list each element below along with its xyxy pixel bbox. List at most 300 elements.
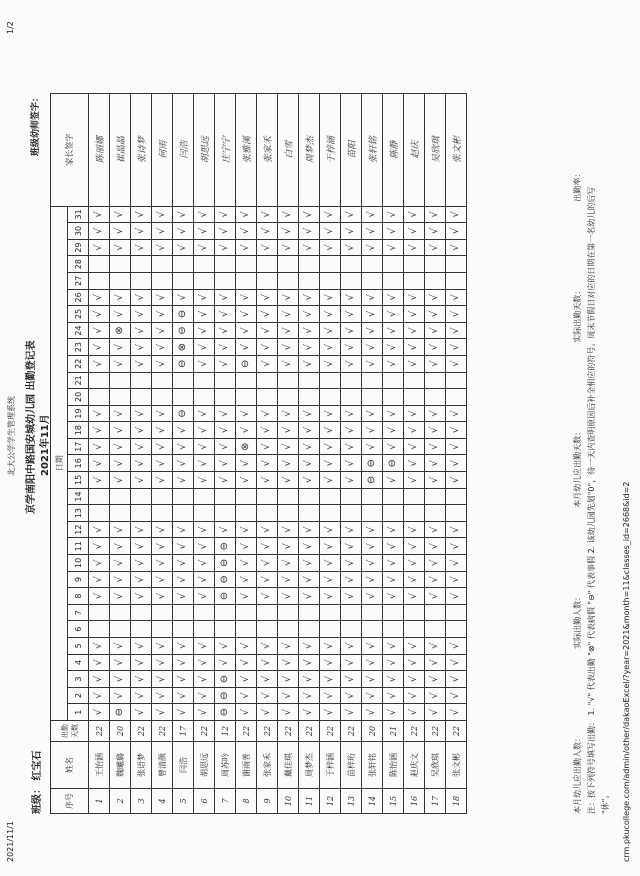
day-cell: √ xyxy=(404,239,425,256)
day-cell: √ xyxy=(152,472,173,489)
row-seq: 11 xyxy=(299,789,320,814)
day-cell: √ xyxy=(152,538,173,555)
day-header-15: 15 xyxy=(68,472,89,489)
day-cell: √ xyxy=(425,472,446,489)
day-cell: √ xyxy=(110,555,131,572)
day-cell xyxy=(446,272,467,289)
day-cell xyxy=(299,505,320,522)
day-cell: √ xyxy=(299,223,320,240)
day-cell: √ xyxy=(131,306,152,323)
day-cell xyxy=(194,604,215,621)
day-cell: √ xyxy=(152,555,173,572)
table-row xyxy=(257,93,278,813)
day-cell xyxy=(110,389,131,406)
day-cell: √ xyxy=(89,671,110,688)
day-cell xyxy=(152,272,173,289)
parent-signature: 闫浩 xyxy=(173,93,194,206)
day-cell: √ xyxy=(194,405,215,422)
day-cell: √ xyxy=(257,438,278,455)
table-row xyxy=(278,93,299,813)
day-cell: √ xyxy=(299,588,320,605)
day-cell: √ xyxy=(383,289,404,306)
day-cell xyxy=(131,604,152,621)
day-cell xyxy=(362,505,383,522)
day-header-11: 11 xyxy=(68,538,89,555)
day-cell: √ xyxy=(320,306,341,323)
day-cell xyxy=(152,488,173,505)
day-cell: √ xyxy=(194,306,215,323)
day-cell: √ xyxy=(362,687,383,704)
day-cell: √ xyxy=(320,654,341,671)
attendance-table xyxy=(50,93,467,814)
day-cell xyxy=(194,488,215,505)
day-cell xyxy=(257,604,278,621)
table-row xyxy=(341,93,362,813)
day-cell xyxy=(425,389,446,406)
day-cell: √ xyxy=(194,638,215,655)
day-cell xyxy=(446,372,467,389)
day-cell: √ xyxy=(131,671,152,688)
day-cell xyxy=(320,272,341,289)
day-cell: √ xyxy=(131,289,152,306)
day-cell: √ xyxy=(362,538,383,555)
day-cell: √ xyxy=(299,289,320,306)
day-cell xyxy=(215,488,236,505)
row-name: 苗梓珩 xyxy=(341,742,362,789)
day-cell: √ xyxy=(278,289,299,306)
day-cell: √ xyxy=(278,704,299,721)
day-cell: √ xyxy=(236,306,257,323)
day-cell: √ xyxy=(257,206,278,223)
day-cell: √ xyxy=(257,339,278,356)
day-cell: √ xyxy=(152,455,173,472)
day-cell: √ xyxy=(152,289,173,306)
day-cell: √ xyxy=(257,638,278,655)
day-cell: √ xyxy=(341,405,362,422)
day-cell: √ xyxy=(194,588,215,605)
day-cell: √ xyxy=(299,206,320,223)
day-cell: √ xyxy=(341,687,362,704)
day-cell: √ xyxy=(110,289,131,306)
day-cell: √ xyxy=(194,223,215,240)
day-cell: ⊖ xyxy=(236,355,257,372)
note-prefix: 注：按下列符号填写出勤： xyxy=(587,718,596,814)
day-cell xyxy=(425,272,446,289)
day-cell: ⊖ xyxy=(215,588,236,605)
day-cell: √ xyxy=(131,355,152,372)
day-cell xyxy=(236,488,257,505)
row-name: 曾清颜 xyxy=(152,742,173,789)
table-row xyxy=(194,93,215,813)
day-cell: √ xyxy=(383,239,404,256)
day-cell: √ xyxy=(194,289,215,306)
day-cell xyxy=(194,256,215,273)
day-cell: √ xyxy=(257,289,278,306)
day-cell: √ xyxy=(404,355,425,372)
day-cell: √ xyxy=(110,355,131,372)
day-cell: √ xyxy=(299,322,320,339)
day-cell xyxy=(173,621,194,638)
day-cell: √ xyxy=(383,422,404,439)
day-cell: √ xyxy=(152,306,173,323)
day-cell: √ xyxy=(236,571,257,588)
day-cell: √ xyxy=(299,438,320,455)
day-cell: √ xyxy=(446,472,467,489)
row-name: 王怡涵 xyxy=(89,742,110,789)
day-cell: √ xyxy=(194,206,215,223)
day-cell: √ xyxy=(152,223,173,240)
day-cell: √ xyxy=(278,306,299,323)
day-cell: √ xyxy=(278,455,299,472)
day-cell: √ xyxy=(446,322,467,339)
day-cell: √ xyxy=(236,538,257,555)
day-cell: √ xyxy=(173,671,194,688)
day-cell: √ xyxy=(236,704,257,721)
day-cell: √ xyxy=(299,239,320,256)
day-cell xyxy=(404,272,425,289)
table-row xyxy=(362,93,383,813)
row-seq: 13 xyxy=(341,789,362,814)
day-cell: √ xyxy=(194,538,215,555)
day-cell: √ xyxy=(320,322,341,339)
day-cell: √ xyxy=(278,422,299,439)
day-cell: √ xyxy=(131,455,152,472)
day-cell: √ xyxy=(362,521,383,538)
day-cell: √ xyxy=(131,654,152,671)
day-cell: √ xyxy=(110,223,131,240)
row-seq: 18 xyxy=(446,789,467,814)
table-row xyxy=(404,93,425,813)
day-cell: √ xyxy=(425,322,446,339)
day-cell: √ xyxy=(341,521,362,538)
day-cell: √ xyxy=(320,223,341,240)
row-seq: 6 xyxy=(194,789,215,814)
day-cell: √ xyxy=(215,239,236,256)
row-name: 赵庆文 xyxy=(404,742,425,789)
day-cell: √ xyxy=(110,521,131,538)
col-date-header: 日期 xyxy=(51,206,68,720)
row-days: 22 xyxy=(89,721,110,742)
note-1: 1. "√" 代表出勤 "⊗" 代表病假 "⊖" 代表事假 xyxy=(587,555,596,716)
day-cell xyxy=(131,505,152,522)
day-cell: √ xyxy=(320,355,341,372)
day-cell: √ xyxy=(236,239,257,256)
row-name: 张轩铭 xyxy=(362,742,383,789)
day-cell: √ xyxy=(236,455,257,472)
day-cell: √ xyxy=(341,206,362,223)
day-cell: √ xyxy=(425,538,446,555)
day-cell: √ xyxy=(257,571,278,588)
day-cell: √ xyxy=(278,355,299,372)
day-cell: √ xyxy=(404,306,425,323)
day-header-1: 1 xyxy=(68,704,89,721)
day-cell xyxy=(215,604,236,621)
day-cell: √ xyxy=(236,289,257,306)
day-header-28: 28 xyxy=(68,256,89,273)
day-cell: √ xyxy=(89,704,110,721)
day-cell: √ xyxy=(173,239,194,256)
day-cell xyxy=(383,372,404,389)
school-title: 京学南阳中路国安城幼儿园 出勤登记表 xyxy=(26,340,37,514)
print-date: 2021/11/1 xyxy=(6,820,15,862)
parent-signature: 赵庆 xyxy=(404,93,425,206)
day-cell: √ xyxy=(341,223,362,240)
day-cell xyxy=(131,372,152,389)
day-cell xyxy=(110,604,131,621)
day-cell xyxy=(194,621,215,638)
day-cell: √ xyxy=(215,289,236,306)
day-cell: √ xyxy=(425,405,446,422)
day-cell: √ xyxy=(194,687,215,704)
day-cell: √ xyxy=(341,438,362,455)
parent-signature: 张家禾 xyxy=(257,93,278,206)
teacher-sign-label: 班级幼师签字： xyxy=(31,92,41,156)
col-parent-header: 家长签字 xyxy=(51,93,89,206)
day-header-16: 16 xyxy=(68,455,89,472)
day-cell: √ xyxy=(362,206,383,223)
row-name: 周梦杰 xyxy=(299,742,320,789)
day-cell xyxy=(89,256,110,273)
day-cell xyxy=(89,389,110,406)
col-days-header: 出勤天数 xyxy=(51,721,89,742)
day-cell: √ xyxy=(383,206,404,223)
day-cell: √ xyxy=(404,638,425,655)
day-cell: √ xyxy=(383,571,404,588)
day-cell: √ xyxy=(278,654,299,671)
day-cell xyxy=(362,256,383,273)
day-cell xyxy=(425,505,446,522)
day-cell xyxy=(257,505,278,522)
table-row xyxy=(425,93,446,813)
day-cell xyxy=(215,621,236,638)
day-cell: √ xyxy=(425,223,446,240)
day-cell: √ xyxy=(257,455,278,472)
expected-days: 本月幼儿应出勤天数： xyxy=(573,427,582,508)
day-cell xyxy=(341,372,362,389)
day-cell: √ xyxy=(446,671,467,688)
day-cell: √ xyxy=(362,571,383,588)
day-cell: √ xyxy=(446,638,467,655)
day-cell: ⊖ xyxy=(215,555,236,572)
table-row xyxy=(215,93,236,813)
page-number: 1/2 xyxy=(6,21,15,34)
day-cell: √ xyxy=(362,322,383,339)
day-cell: √ xyxy=(425,654,446,671)
day-cell xyxy=(446,488,467,505)
day-cell: √ xyxy=(404,339,425,356)
row-seq: 5 xyxy=(173,789,194,814)
day-cell: √ xyxy=(131,588,152,605)
day-cell: √ xyxy=(257,223,278,240)
day-cell xyxy=(383,256,404,273)
day-cell xyxy=(404,621,425,638)
day-cell: √ xyxy=(362,306,383,323)
day-cell: √ xyxy=(425,704,446,721)
day-cell: √ xyxy=(152,521,173,538)
day-cell xyxy=(236,389,257,406)
day-cell: √ xyxy=(341,571,362,588)
day-cell: √ xyxy=(446,455,467,472)
day-cell: √ xyxy=(320,538,341,555)
day-cell: √ xyxy=(131,422,152,439)
day-cell: ⊗ xyxy=(236,438,257,455)
day-cell: √ xyxy=(236,339,257,356)
day-cell: √ xyxy=(341,538,362,555)
day-cell: √ xyxy=(425,422,446,439)
day-cell xyxy=(341,505,362,522)
day-cell xyxy=(278,272,299,289)
source-url: crm.pkucollege.com/admin/other/dakaoExcel/?year=2021&month=11&classes_id=2668&id=2 xyxy=(622,481,631,862)
day-cell: √ xyxy=(320,239,341,256)
day-cell: √ xyxy=(194,322,215,339)
day-cell: √ xyxy=(152,422,173,439)
parent-signature: 陈静 xyxy=(383,93,404,206)
day-cell: √ xyxy=(152,638,173,655)
day-cell: ⊖ xyxy=(215,571,236,588)
day-cell: √ xyxy=(362,671,383,688)
day-cell xyxy=(299,372,320,389)
day-cell: √ xyxy=(404,472,425,489)
day-cell: √ xyxy=(299,571,320,588)
day-cell: √ xyxy=(320,289,341,306)
day-cell xyxy=(110,505,131,522)
day-cell: √ xyxy=(89,687,110,704)
day-cell: √ xyxy=(194,521,215,538)
day-cell: √ xyxy=(446,339,467,356)
row-days: 22 xyxy=(131,721,152,742)
day-cell: √ xyxy=(383,521,404,538)
day-cell xyxy=(383,604,404,621)
day-cell xyxy=(257,372,278,389)
day-cell xyxy=(362,389,383,406)
day-header-5: 5 xyxy=(68,638,89,655)
table-row xyxy=(320,93,341,813)
day-cell: √ xyxy=(110,455,131,472)
day-cell: √ xyxy=(110,638,131,655)
day-cell: √ xyxy=(194,704,215,721)
table-row xyxy=(131,93,152,813)
day-cell: √ xyxy=(299,538,320,555)
day-cell: √ xyxy=(404,422,425,439)
day-cell: √ xyxy=(383,223,404,240)
table-row xyxy=(173,93,194,813)
day-cell: √ xyxy=(194,455,215,472)
day-cell xyxy=(425,256,446,273)
day-cell: √ xyxy=(257,355,278,372)
day-cell: √ xyxy=(341,239,362,256)
day-cell xyxy=(236,604,257,621)
row-days: 20 xyxy=(362,721,383,742)
day-cell xyxy=(110,621,131,638)
day-cell: √ xyxy=(257,687,278,704)
day-cell: √ xyxy=(404,223,425,240)
day-cell: √ xyxy=(89,455,110,472)
day-cell: √ xyxy=(299,339,320,356)
day-cell xyxy=(278,256,299,273)
row-days: 22 xyxy=(257,721,278,742)
day-cell xyxy=(341,488,362,505)
day-header-13: 13 xyxy=(68,505,89,522)
day-cell: √ xyxy=(446,521,467,538)
day-cell: √ xyxy=(383,555,404,572)
parent-signature: 周梦杰 xyxy=(299,93,320,206)
day-cell: √ xyxy=(110,339,131,356)
day-cell xyxy=(173,389,194,406)
day-cell: √ xyxy=(362,555,383,572)
day-cell xyxy=(362,604,383,621)
day-cell: √ xyxy=(236,588,257,605)
day-cell: √ xyxy=(362,289,383,306)
row-days: 22 xyxy=(404,721,425,742)
row-name: 闫浩 xyxy=(173,742,194,789)
row-seq: 9 xyxy=(257,789,278,814)
day-cell xyxy=(383,488,404,505)
day-cell: √ xyxy=(278,521,299,538)
parent-signature: 白雪 xyxy=(278,93,299,206)
day-cell: √ xyxy=(110,206,131,223)
day-cell xyxy=(131,389,152,406)
table-row xyxy=(299,93,320,813)
day-cell: √ xyxy=(362,638,383,655)
day-cell: √ xyxy=(236,405,257,422)
day-cell xyxy=(89,372,110,389)
day-cell: √ xyxy=(257,521,278,538)
day-cell: √ xyxy=(299,355,320,372)
day-cell xyxy=(383,505,404,522)
actual-days: 实际出勤天数： xyxy=(573,286,582,343)
day-cell: ⊖ xyxy=(173,355,194,372)
col-seq-header: 序号 xyxy=(51,789,89,814)
row-seq: 3 xyxy=(131,789,152,814)
day-cell xyxy=(236,256,257,273)
day-cell: √ xyxy=(404,687,425,704)
day-cell xyxy=(152,604,173,621)
day-cell: √ xyxy=(152,671,173,688)
day-cell: √ xyxy=(278,638,299,655)
day-cell xyxy=(446,621,467,638)
day-cell: √ xyxy=(173,704,194,721)
day-cell: √ xyxy=(215,339,236,356)
row-seq: 8 xyxy=(236,789,257,814)
day-cell: √ xyxy=(446,289,467,306)
day-cell xyxy=(278,621,299,638)
day-cell xyxy=(110,256,131,273)
day-cell xyxy=(257,488,278,505)
day-cell: √ xyxy=(278,405,299,422)
day-cell xyxy=(446,389,467,406)
day-cell xyxy=(425,621,446,638)
day-cell: √ xyxy=(299,671,320,688)
day-cell: √ xyxy=(131,521,152,538)
day-cell: √ xyxy=(173,638,194,655)
day-cell: ⊖ xyxy=(215,687,236,704)
day-cell xyxy=(299,272,320,289)
day-cell xyxy=(404,256,425,273)
row-seq: 10 xyxy=(278,789,299,814)
table-row xyxy=(110,93,131,813)
row-name: 魏曦璐 xyxy=(110,742,131,789)
day-cell: √ xyxy=(236,472,257,489)
day-cell: √ xyxy=(236,638,257,655)
day-header-24: 24 xyxy=(68,322,89,339)
day-cell xyxy=(299,621,320,638)
day-cell xyxy=(236,372,257,389)
day-cell xyxy=(257,389,278,406)
table-row xyxy=(236,93,257,813)
day-cell: √ xyxy=(89,638,110,655)
day-cell: √ xyxy=(110,538,131,555)
day-cell xyxy=(131,272,152,289)
